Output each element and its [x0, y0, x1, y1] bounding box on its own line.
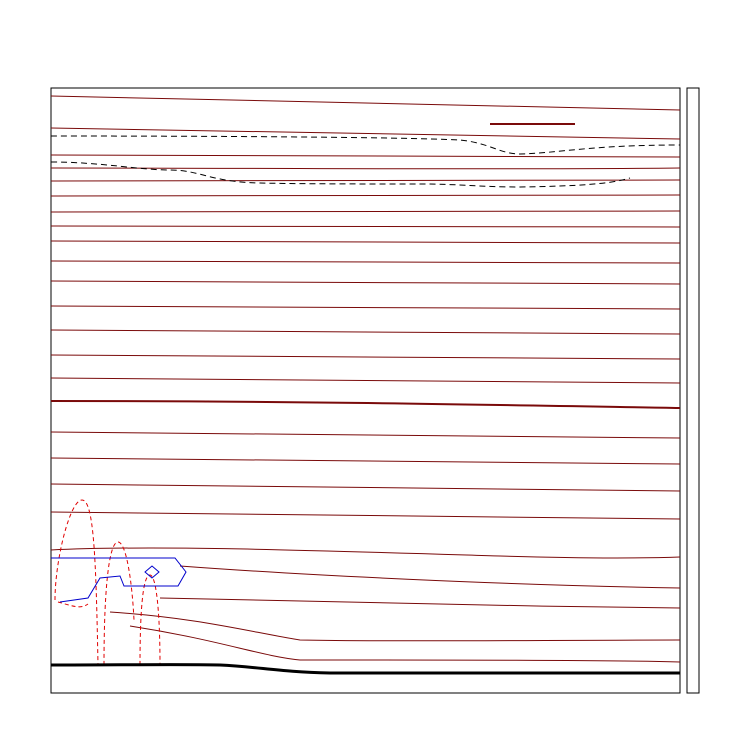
- rain-contours: [55, 500, 160, 665]
- isotherm: [180, 566, 680, 588]
- isotherm: [51, 226, 680, 227]
- rain-contour: [58, 602, 88, 607]
- isotherm: [51, 195, 680, 196]
- isotherm: [51, 241, 680, 243]
- isotherm: [51, 281, 680, 284]
- isotherm: [51, 458, 680, 464]
- isotherm: [51, 155, 680, 157]
- isotherm: [130, 626, 680, 662]
- isotherm: [110, 612, 680, 641]
- isotherm: [51, 378, 680, 383]
- snow-ice-contours: [51, 136, 680, 187]
- isotherm-group: [51, 96, 680, 662]
- rain-contour: [140, 575, 160, 665]
- isotherm: [51, 548, 680, 558]
- isotherm-zero: [51, 401, 680, 408]
- colorbar-frame: [687, 88, 699, 693]
- terrain-surface: [51, 665, 680, 674]
- isotherm: [51, 355, 680, 359]
- snow-contour: [51, 162, 630, 187]
- isotherm: [51, 180, 680, 181]
- isotherm: [51, 261, 680, 263]
- isotherm: [51, 96, 680, 110]
- cloud-water-contours: [51, 558, 186, 602]
- isotherm: [51, 432, 680, 438]
- isotherm: [160, 598, 680, 608]
- isotherm: [51, 330, 680, 334]
- isotherm: [51, 484, 680, 491]
- rain-contour: [55, 500, 98, 665]
- rain-contour: [104, 542, 134, 665]
- isotherm: [51, 211, 680, 212]
- ice-contour: [51, 136, 680, 154]
- isotherm: [51, 512, 680, 519]
- isotherm: [51, 306, 680, 309]
- cloud-water-contour: [51, 558, 186, 602]
